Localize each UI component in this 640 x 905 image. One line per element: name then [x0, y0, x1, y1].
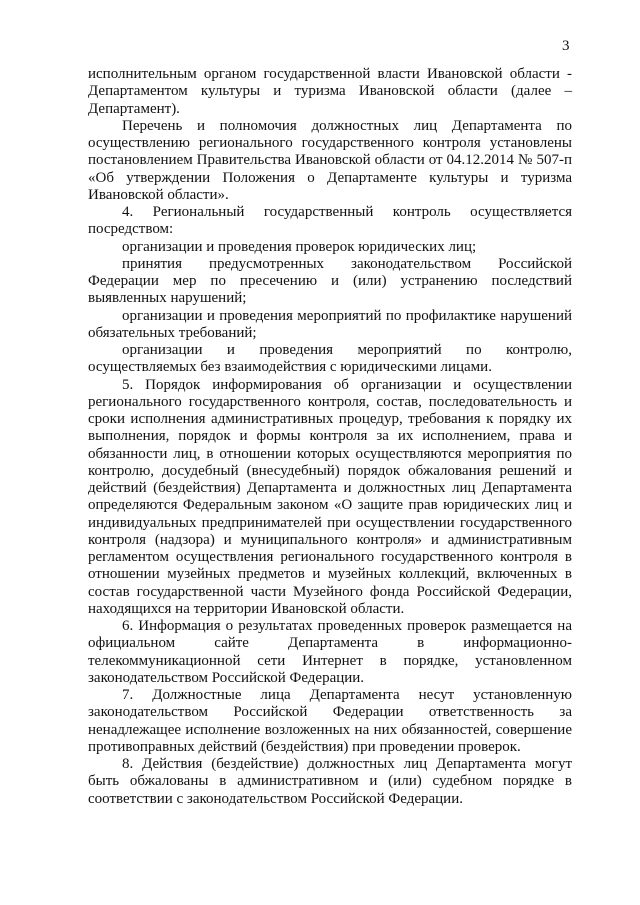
document-body	[88, 66, 572, 808]
paragraph-continuation: исполнительным органом государственной власти Ивановской области - Департаментом культуры и туризма Ивановской области (далее – Департамент).	[88, 66, 572, 117]
paragraph-item-4: 4. Региональный государственный контроль осуществляется посредством:	[88, 204, 572, 238]
paragraph-item-5: 5. Порядок информирования об организации и осуществлении регионального государственного контроля, состав, последовательность и сроки исполнения административных процедур, требования к порядку их выполнения, порядок и формы контроля за их исполнением, права и обязанности лиц, в отношении которых осуществляются мероприятия по контролю, досудебный (внесудебный) порядок обжалования решений и действий (бездействия) Департамента и должностных лиц Департамента определяются Федеральным законом «О защите прав юридических лиц и индивидуальных предпринимателей при осуществлении государственного контроля (надзора) и муниципального контроля» и административным регламентом осуществления регионального государственного контроля в отношении музейных предметов и музейных коллекций, включенных в состав государственной части Музейного фонда Российской Федерации, находящихся на территории Ивановской области.	[88, 376, 572, 617]
paragraph-item-8: 8. Действия (бездействие) должностных лиц Департамента могут быть обжалованы в административном и (или) судебном порядке в соответствии с законодательством Российской Федерации.	[88, 756, 572, 807]
paragraph-officials-list: Перечень и полномочия должностных лиц Департамента по осуществлению регионального государственного контроля установлены постановлением Правительства Ивановской области от 04.12.2014 № 507-п «Об утверждении Положения о Департаменте культуры и туризма Ивановской области».	[88, 117, 572, 203]
paragraph-item-6: 6. Информация о результатах проведенных проверок размещается на официальном сайте Департамента в информационно-телекоммуникационной сети Интернет в порядке, установленном законодательством Российской Федерации.	[88, 618, 572, 686]
paragraph-item-7: 7. Должностные лица Департамента несут установленную законодательством Российской Федерации ответственность за ненадлежащее исполнение возложенных на них обязанностей, совершение противоправных действий (бездействия) при проведении проверок.	[88, 687, 572, 755]
page-number: 3	[562, 38, 570, 54]
paragraph-item-4-no-interaction: организации и проведения мероприятий по контролю, осуществляемых без взаимодействия с юридическими лицами.	[88, 342, 572, 376]
paragraph-item-4-inspections: организации и проведения проверок юридических лиц;	[122, 238, 477, 255]
paragraph-item-4-measures: принятия предусмотренных законодательством Российской Федерации мер по пресечению и (или) устранению последствий выявленных нарушений;	[88, 255, 572, 307]
paragraph-item-4-prevention: организации и проведения мероприятий по профилактике нарушений обязательных требований;	[88, 307, 572, 341]
